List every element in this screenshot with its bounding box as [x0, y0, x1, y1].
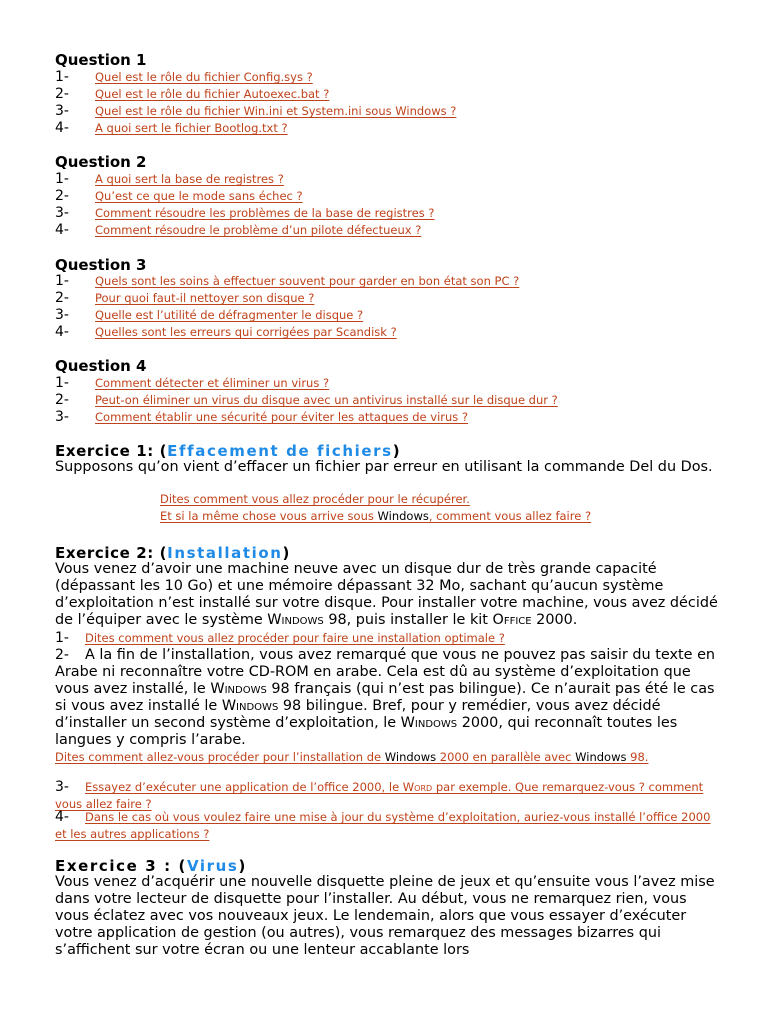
body-text-segment: 2000, qui reconnaît toutes les langues y compris l’arabe.: [55, 715, 678, 748]
link-text: Dans le cas où vous voulez faire une mise à jour du système d’exploitation, auriez-vous installé l’office 2000 et les autres applications ?: [55, 810, 711, 841]
item-number: 3-: [55, 205, 69, 221]
exercise-label: Exercice 2: (: [55, 544, 168, 562]
link-windows-word: Windows: [575, 750, 627, 764]
question-link[interactable]: Peut-on éliminer un virus du disque avec un antivirus installé sur le disque dur ?: [95, 393, 558, 407]
question-link[interactable]: Qu’est ce que le mode sans échec ?: [95, 189, 303, 203]
item-number: 2-: [55, 647, 69, 663]
item-number: 2-: [55, 86, 69, 102]
item-number: 1-: [55, 171, 69, 187]
item-number: 1-: [55, 69, 69, 85]
exercise-label: Exercice 3 : (: [55, 857, 187, 875]
item-number: 4-: [55, 222, 69, 238]
exercise-1-link-recover[interactable]: Dites comment vous allez procéder pour le récupérer.: [160, 492, 470, 506]
link-text: , comment vous allez faire ?: [428, 509, 592, 523]
item-number: 3-: [55, 779, 69, 795]
exercise-label: Exercice 1: (: [55, 442, 168, 460]
link-text: 98.: [626, 750, 649, 764]
question-link[interactable]: Quel est le rôle du fichier Autoexec.bat ?: [95, 87, 330, 101]
item-number: 1-: [55, 630, 69, 646]
question-link[interactable]: Comment détecter et éliminer un virus ?: [95, 376, 330, 390]
item-number: 3-: [55, 103, 69, 119]
body-text-segment: 2000.: [531, 612, 578, 628]
windows-word: Windows: [400, 715, 458, 731]
item-number: 2-: [55, 188, 69, 204]
windows-word: Windows: [267, 612, 324, 628]
item-number: 4-: [55, 324, 69, 340]
windows-word: Windows: [221, 698, 279, 714]
question-link[interactable]: Quels sont les soins à effectuer souvent pour garder en bon état son PC ?: [95, 274, 520, 288]
question-link[interactable]: A quoi sert la base de registres ?: [95, 172, 284, 186]
item-number: 2-: [55, 290, 69, 306]
exercise-keyword: Virus: [186, 857, 239, 875]
question-link[interactable]: Pour quoi faut-il nettoyer son disque ?: [95, 291, 315, 305]
exercise-2-link-parallel[interactable]: [55, 749, 715, 766]
question-link[interactable]: Quelles sont les erreurs qui corrigées par Scandisk ?: [95, 325, 397, 339]
question-link[interactable]: Quel est le rôle du fichier Config.sys ?: [95, 70, 313, 84]
item-number: 1-: [55, 375, 69, 391]
windows-word: Windows: [210, 681, 267, 697]
body-text-segment: A la fin de l’installation, vous avez remarqué que vous ne pouvez pas saisir du texte en Arabe ni reconnaître votre CD-ROM en arabe. Cela est dû au système d’exploitation que vous avez installé, le: [55, 647, 716, 697]
exercise-2-link-install[interactable]: Dites comment vous allez procéder pour faire une installation optimale ?: [85, 631, 505, 645]
exercise-close-paren: ): [282, 544, 290, 562]
question-link[interactable]: A quoi sert le fichier Bootlog.txt ?: [95, 121, 288, 135]
link-text: Essayez d’exécuter une application de l’office 2000, le: [85, 780, 403, 794]
exercise-2-body: [55, 561, 720, 629]
exercise-close-paren: ): [392, 442, 400, 460]
question-4-title: Question 4: [55, 357, 147, 375]
exercise-1-body: Supposons qu’on vient d’effacer un fichier par erreur en utilisant la commande Del du Dos.: [55, 459, 713, 475]
link-text: 2000 en parallèle avec: [436, 750, 576, 764]
item-number: 3-: [55, 307, 69, 323]
link-text: Et si la même chose vous arrive sous: [160, 509, 378, 523]
body-text-segment: 98 français (qui n’est pas bilingue). Ce n’aurait pas été le cas si vous avez installé le: [55, 681, 715, 714]
link-windows-word: Windows: [384, 750, 437, 764]
office-word: Office: [492, 612, 532, 628]
item-number: 4-: [55, 809, 69, 825]
link-text: par exemple. Que remarquez-vous ? comment vous allez faire ?: [55, 780, 704, 811]
item-number: 3-: [55, 409, 69, 425]
word-app-name: Word: [402, 780, 433, 794]
question-1-title: Question 1: [55, 51, 147, 69]
question-link[interactable]: Comment établir une sécurité pour éviter les attaques de virus ?: [95, 410, 469, 424]
question-link[interactable]: Quel est le rôle du fichier Win.ini et System.ini sous Windows ?: [95, 104, 457, 118]
link-text: Dites comment allez-vous procéder pour l’installation de: [55, 750, 385, 764]
exercise-2-item-2: [55, 647, 720, 749]
question-2-title: Question 2: [55, 153, 147, 171]
body-text-segment: 98, puis installer le kit: [323, 612, 493, 628]
exercise-keyword: Installation: [167, 544, 283, 562]
item-number: 1-: [55, 273, 69, 289]
exercise-2-title: [55, 544, 289, 562]
exercise-1-link-windows[interactable]: [160, 509, 591, 523]
exercise-keyword: Effacement de fichiers: [167, 442, 393, 460]
exercise-2-item-4[interactable]: [55, 809, 715, 843]
question-3-title: Question 3: [55, 256, 147, 274]
link-windows-word: Windows: [377, 509, 429, 523]
exercise-2-item-3[interactable]: [55, 779, 715, 813]
exercise-close-paren: ): [238, 857, 246, 875]
question-link[interactable]: Comment résoudre les problèmes de la base de registres ?: [95, 206, 435, 220]
question-link[interactable]: Comment résoudre le problème d’un pilote défectueux ?: [95, 223, 422, 237]
body-text-segment: Vous venez d’avoir une machine neuve avec un disque dur de très grande capacité (dépassant les 10 Go) et une mémoire dépassant 32 Mo, sachant qu’aucun système d’exploitation n’est installé sur votre disque. Pour installer votre machine, vous avez décidé de l’équiper avec le système: [55, 561, 718, 628]
exercise-3-title: [55, 857, 245, 875]
item-number: 4-: [55, 120, 69, 136]
exercise-1-title: [55, 442, 400, 460]
item-number: 2-: [55, 392, 69, 408]
exercise-3-body: Vous venez d’acquérir une nouvelle disquette pleine de jeux et qu’ensuite vous l’avez mise dans votre lecteur de disquette pour l’installer. Au début, vous ne remarquez rien, vous vous éclatez avec vos nouveaux jeux. Le lendemain, alors que vous essayer d’exécuter votre application de gestion (ou autres), vous remarquez des messages bizarres qui s’affichent sur votre écran ou une lenteur accablante lors: [55, 874, 715, 958]
question-link[interactable]: Quelle est l’utilité de défragmenter le disque ?: [95, 308, 364, 322]
body-text-segment: 98 bilingue. Bref, pour y remédier, vous avez décidé d’installer un second système d’exploitation, le: [55, 698, 661, 731]
